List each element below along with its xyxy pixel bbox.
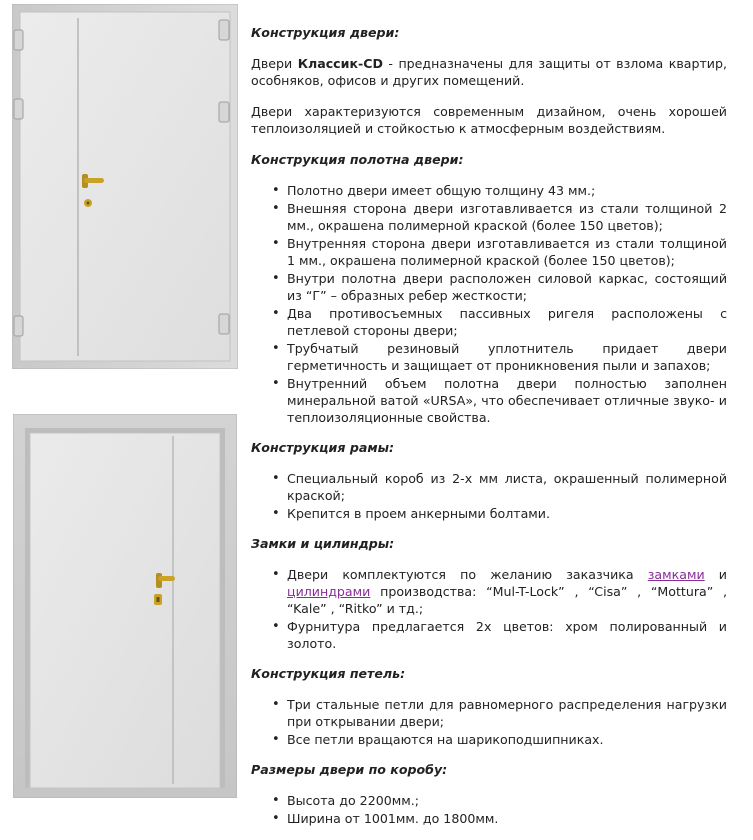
description-text: [251, 24, 727, 840]
list-item: • Внутри полотна двери расположен силовой каркас, состоящий из “Г” – образных ребер жесткости;: [287, 270, 727, 304]
intro-text: Двери: [251, 56, 298, 71]
locks-features-list: [251, 566, 727, 652]
sizes-list: [251, 792, 727, 827]
list-item: • Фурнитура предлагается 2х цветов: хром полированный и золото.: [287, 618, 727, 652]
intro-paragraph-1: [251, 55, 727, 89]
list-item: • Высота до 2200мм.;: [287, 792, 727, 809]
list-item: • Крепится в проем анкерными болтами.: [287, 505, 727, 522]
list-item: • Внутренний объем полотна двери полностью заполнен минеральной ватой «URSA», что обеспечивает отличные звуко- и теплоизоляционные свойства.: [287, 375, 727, 426]
list-item: • Три стальные петли для равномерного распределения нагрузки при открывании двери;: [287, 696, 727, 730]
list-item: • Все петли вращаются на шарикоподшипниках.: [287, 731, 727, 748]
leaf-features-list: [251, 182, 727, 426]
intro-text-rest: - предназначены для защиты от взлома квартир, особняков, офисов и других помещений.: [251, 56, 727, 88]
list-item: • Полотно двери имеет общую толщину 43 мм.;: [287, 182, 727, 199]
section-title-locks: Замки и цилиндры:: [251, 536, 395, 551]
list-item: • Два противосъемных пассивных ригеля расположены с петлевой стороны двери;: [287, 305, 727, 339]
section-title-hinges: Конструкция петель:: [251, 666, 406, 681]
frame-features-list: [251, 470, 727, 522]
locks-text-rest: производства: “Mul-T-Lock” , “Cisa” , “Mottura” , “Kale” , “Ritko” и тд.;: [287, 584, 727, 616]
list-item: • Специальный короб из 2-х мм листа, окрашенный полимерной краской;: [287, 470, 727, 504]
cylinders-link[interactable]: цилиндрами: [287, 584, 371, 599]
section-title-leaf: Конструкция полотна двери:: [251, 152, 464, 167]
list-item: • Трубчатый резиновый уплотнитель придает двери герметичность и защищает от проникновения пыли и запахов;: [287, 340, 727, 374]
list-item: • Внутренняя сторона двери изготавливается из стали толщиной 1 мм., окрашена полимерной краской (более 150 цветов);: [287, 235, 727, 269]
list-item: • Внешняя сторона двери изготавливается из стали толщиной 2 мм., окрашена полимерной краской (более 150 цветов);: [287, 200, 727, 234]
section-title-frame: Конструкция рамы:: [251, 440, 395, 455]
section-title-sizes: Размеры двери по коробу:: [251, 762, 448, 777]
intro-paragraph-2: Двери характеризуются современным дизайном, очень хорошей теплоизоляцией и стойкостью к атмосферным воздействиям.: [251, 104, 727, 136]
locks-text-and: и: [704, 567, 727, 582]
door-image-front-side: [13, 414, 237, 798]
door-image-hinge-side: [12, 4, 238, 369]
brand-name: Классик-CD: [297, 56, 383, 71]
locks-link[interactable]: замками: [647, 567, 705, 582]
list-item: [287, 566, 727, 617]
list-item: • Ширина от 1001мм. до 1800мм.: [287, 810, 727, 827]
locks-text: Двери комплектуются по желанию заказчика: [287, 567, 648, 582]
section-title-door: Конструкция двери:: [251, 25, 400, 40]
hinges-features-list: [251, 696, 727, 748]
